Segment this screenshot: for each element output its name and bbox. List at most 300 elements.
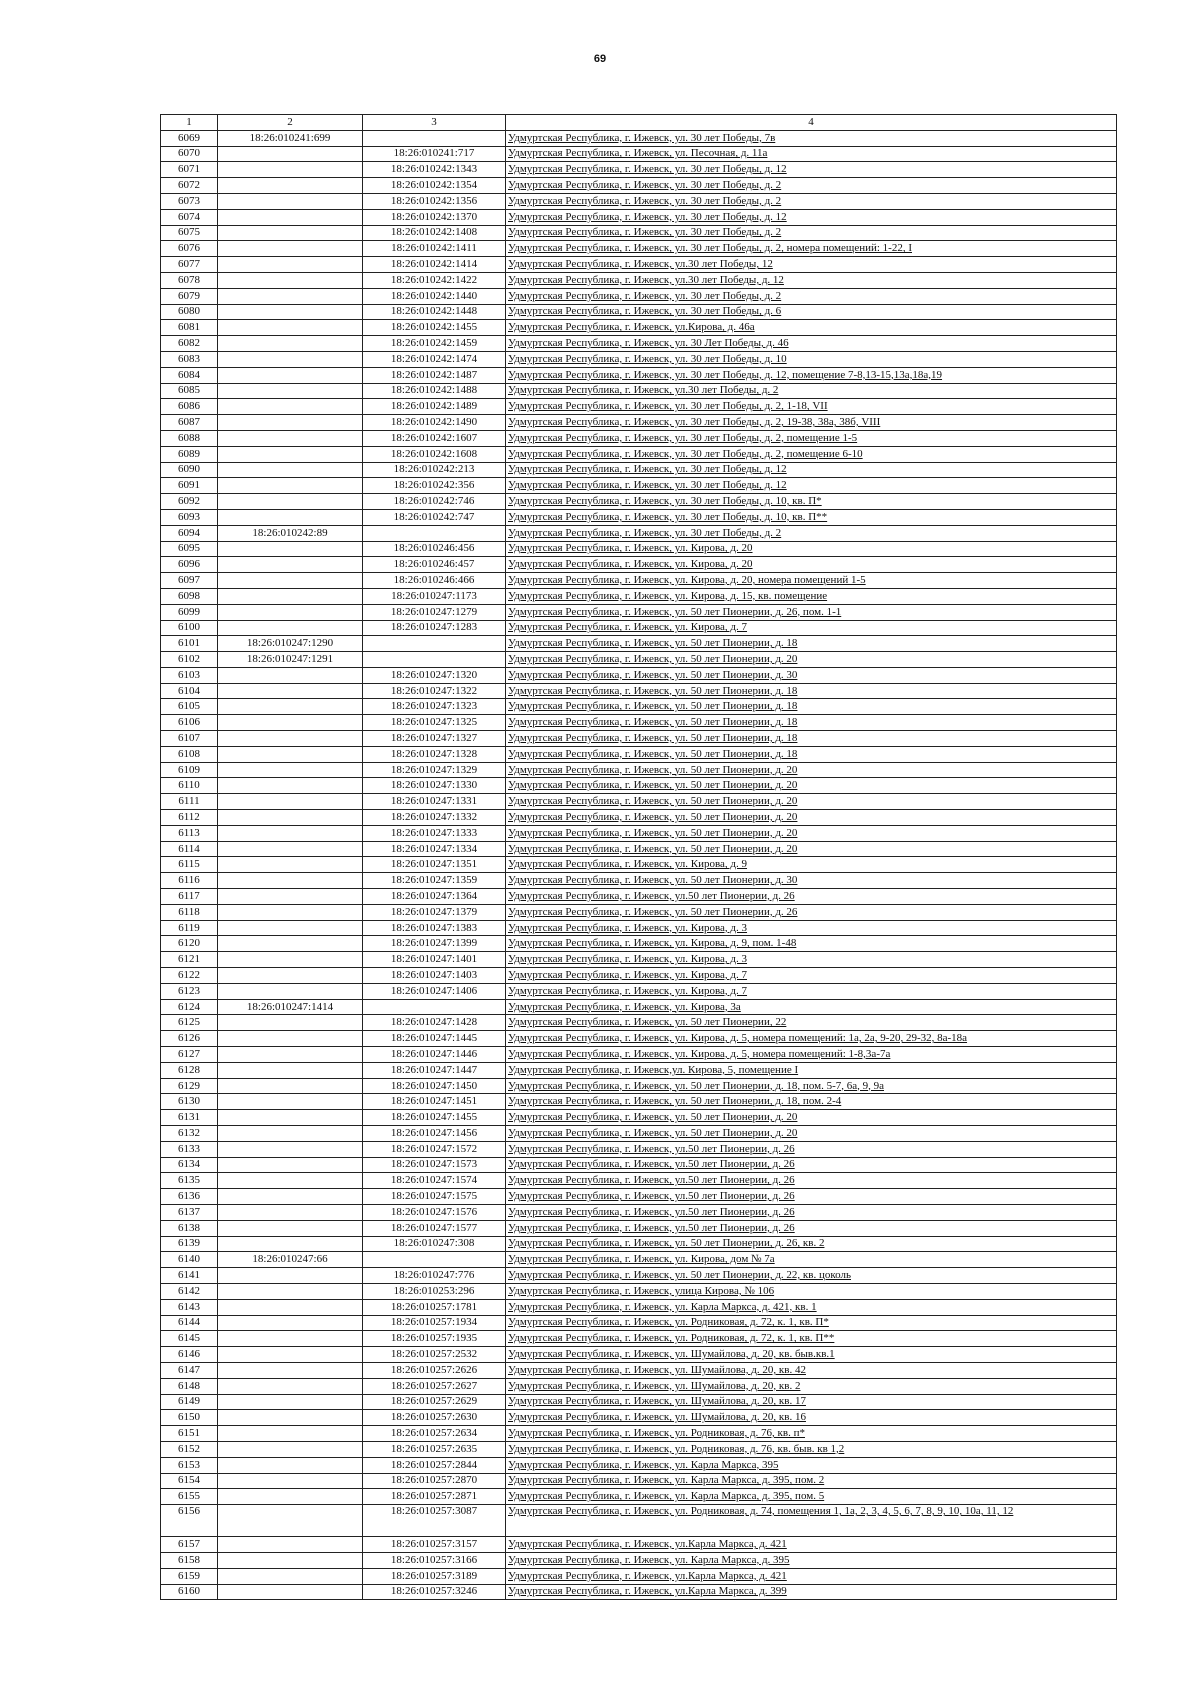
table-row	[161, 478, 1117, 494]
row-number-cell: 6069	[161, 130, 218, 146]
address-cell: Удмуртская Республика, г. Ижевск, ул. Родниковая, д. 76, кв. быв. кв 1,2	[506, 1441, 1117, 1457]
cadastral-number-premises-cell: 18:26:010247:1333	[363, 825, 506, 841]
cadastral-number-building-cell	[218, 1584, 363, 1600]
address-cell: Удмуртская Республика, г. Ижевск, ул.50 лет Пионерии, д. 26	[506, 1157, 1117, 1173]
table-row	[161, 494, 1117, 510]
cadastral-number-premises-cell: 18:26:010247:1399	[363, 936, 506, 952]
row-number-cell: 6102	[161, 652, 218, 668]
address-cell: Удмуртская Республика, г. Ижевск, ул. 50 лет Пионерии, д. 30	[506, 873, 1117, 889]
cadastral-number-premises-cell: 18:26:010246:456	[363, 541, 506, 557]
address-cell: Удмуртская Республика, г. Ижевск, ул. Кирова, д. 9	[506, 857, 1117, 873]
table-row	[161, 1062, 1117, 1078]
cadastral-number-premises-cell: 18:26:010247:1359	[363, 873, 506, 889]
cadastral-number-premises-cell: 18:26:010242:1459	[363, 336, 506, 352]
address-cell: Удмуртская Республика, г. Ижевск, ул. Шумайлова, д. 20, кв. 17	[506, 1394, 1117, 1410]
table-row	[161, 1220, 1117, 1236]
table-row	[161, 1110, 1117, 1126]
address-cell: Удмуртская Республика, г. Ижевск, ул. 50 лет Пионерии, д. 18, пом. 5-7, 6а, 9, 9а	[506, 1078, 1117, 1094]
table-row	[161, 1094, 1117, 1110]
cadastral-number-premises-cell: 18:26:010247:1325	[363, 715, 506, 731]
row-number-cell: 6138	[161, 1220, 218, 1236]
cadastral-number-building-cell	[218, 683, 363, 699]
row-number-cell: 6131	[161, 1110, 218, 1126]
address-cell: Удмуртская Республика, г. Ижевск, ул.Кирова, д. 46а	[506, 320, 1117, 336]
column-header-1: 1	[161, 115, 218, 131]
cadastral-number-building-cell: 18:26:010242:89	[218, 525, 363, 541]
table-row	[161, 1394, 1117, 1410]
cadastral-number-premises-cell: 18:26:010247:1328	[363, 746, 506, 762]
table-row	[161, 509, 1117, 525]
table-row	[161, 225, 1117, 241]
address-cell: Удмуртская Республика, г. Ижевск, ул.50 лет Пионерии, д. 26	[506, 889, 1117, 905]
cadastral-number-premises-cell: 18:26:010242:1343	[363, 162, 506, 178]
cadastral-number-building-cell	[218, 415, 363, 431]
table-row	[161, 1252, 1117, 1268]
table-row	[161, 415, 1117, 431]
address-cell: Удмуртская Республика, г. Ижевск, ул. 50 лет Пионерии, д. 26	[506, 904, 1117, 920]
cadastral-number-building-cell	[218, 920, 363, 936]
row-number-cell: 6128	[161, 1062, 218, 1078]
cadastral-number-building-cell	[218, 288, 363, 304]
address-cell: Удмуртская Республика, г. Ижевск, ул. 30 лет Победы, д. 2, помещение 1-5	[506, 430, 1117, 446]
address-cell: Удмуртская Республика, г. Ижевск, ул.Карла Маркса, д. 399	[506, 1584, 1117, 1600]
table-body	[161, 130, 1117, 1600]
table-row	[161, 1347, 1117, 1363]
table-row	[161, 904, 1117, 920]
address-cell: Удмуртская Республика, г. Ижевск, ул. Родниковая, д. 72, к. 1, кв. П**	[506, 1331, 1117, 1347]
table-row	[161, 1015, 1117, 1031]
row-number-cell: 6116	[161, 873, 218, 889]
row-number-cell: 6109	[161, 762, 218, 778]
cadastral-number-building-cell	[218, 367, 363, 383]
table-row	[161, 920, 1117, 936]
row-number-cell: 6083	[161, 351, 218, 367]
cadastral-number-premises-cell: 18:26:010242:356	[363, 478, 506, 494]
row-number-cell: 6158	[161, 1552, 218, 1568]
row-number-cell: 6153	[161, 1457, 218, 1473]
address-cell: Удмуртская Республика, г. Ижевск, ул. 50 лет Пионерии, д. 18	[506, 715, 1117, 731]
cadastral-number-premises-cell: 18:26:010257:1934	[363, 1315, 506, 1331]
address-cell: Удмуртская Республика, г. Ижевск, ул. Песочная, д. 11а	[506, 146, 1117, 162]
table-row	[161, 699, 1117, 715]
row-number-cell: 6154	[161, 1473, 218, 1489]
row-number-cell: 6104	[161, 683, 218, 699]
row-number-cell: 6089	[161, 446, 218, 462]
row-number-cell: 6079	[161, 288, 218, 304]
address-cell: Удмуртская Республика, г. Ижевск, ул. Кирова, д. 7	[506, 620, 1117, 636]
address-cell: Удмуртская Республика, г. Ижевск, ул. 50 лет Пионерии, д. 22, кв. цоколь	[506, 1268, 1117, 1284]
table-row	[161, 746, 1117, 762]
cadastral-number-premises-cell: 18:26:010242:1354	[363, 178, 506, 194]
table-row	[161, 1584, 1117, 1600]
cadastral-number-premises-cell: 18:26:010257:3157	[363, 1537, 506, 1553]
table-row	[161, 731, 1117, 747]
row-number-cell: 6117	[161, 889, 218, 905]
cadastral-number-building-cell	[218, 336, 363, 352]
address-cell: Удмуртская Республика, г. Ижевск, ул. Кирова, д. 5, номера помещений: 1-8,3а-7а	[506, 1047, 1117, 1063]
table-row	[161, 889, 1117, 905]
table-row	[161, 1204, 1117, 1220]
row-number-cell: 6093	[161, 509, 218, 525]
cadastral-number-building-cell	[218, 462, 363, 478]
cadastral-number-building-cell	[218, 1362, 363, 1378]
table-row	[161, 1489, 1117, 1505]
table-row	[161, 193, 1117, 209]
cadastral-number-building-cell	[218, 699, 363, 715]
table-row	[161, 130, 1117, 146]
cadastral-number-premises-cell: 18:26:010257:3246	[363, 1584, 506, 1600]
table-row	[161, 715, 1117, 731]
row-number-cell: 6081	[161, 320, 218, 336]
row-number-cell: 6080	[161, 304, 218, 320]
cadastral-number-building-cell	[218, 257, 363, 273]
row-number-cell: 6150	[161, 1410, 218, 1426]
table-row	[161, 1141, 1117, 1157]
cadastral-number-building-cell	[218, 604, 363, 620]
cadastral-number-premises-cell: 18:26:010242:1489	[363, 399, 506, 415]
cadastral-number-premises-cell: 18:26:010247:1334	[363, 841, 506, 857]
address-cell: Удмуртская Республика, г. Ижевск, ул. 30 лет Победы, 7в	[506, 130, 1117, 146]
table-row	[161, 1047, 1117, 1063]
table-row	[161, 557, 1117, 573]
table-row	[161, 446, 1117, 462]
address-cell: Удмуртская Республика, г. Ижевск, ул. Кирова, д. 20	[506, 541, 1117, 557]
cadastral-number-building-cell	[218, 1299, 363, 1315]
row-number-cell: 6119	[161, 920, 218, 936]
cadastral-number-building-cell	[218, 667, 363, 683]
table-row	[161, 1283, 1117, 1299]
address-cell: Удмуртская Республика, г. Ижевск, ул. 50 лет Пионерии, д. 18	[506, 699, 1117, 715]
cadastral-number-premises-cell: 18:26:010247:1576	[363, 1204, 506, 1220]
cadastral-number-premises-cell: 18:26:010257:2634	[363, 1426, 506, 1442]
cadastral-number-premises-cell: 18:26:010242:1488	[363, 383, 506, 399]
row-number-cell: 6151	[161, 1426, 218, 1442]
cadastral-number-building-cell	[218, 794, 363, 810]
cadastral-number-building-cell	[218, 1473, 363, 1489]
cadastral-number-premises-cell: 18:26:010257:2844	[363, 1457, 506, 1473]
row-number-cell: 6088	[161, 430, 218, 446]
cadastral-number-premises-cell: 18:26:010247:1332	[363, 810, 506, 826]
table-row	[161, 1236, 1117, 1252]
table-row	[161, 399, 1117, 415]
row-number-cell: 6147	[161, 1362, 218, 1378]
cadastral-number-premises-cell: 18:26:010242:1356	[363, 193, 506, 209]
row-number-cell: 6097	[161, 573, 218, 589]
cadastral-number-building-cell	[218, 1505, 363, 1537]
row-number-cell: 6141	[161, 1268, 218, 1284]
row-number-cell: 6115	[161, 857, 218, 873]
table-row	[161, 857, 1117, 873]
cadastral-number-building-cell: 18:26:010247:66	[218, 1252, 363, 1268]
cadastral-number-building-cell	[218, 383, 363, 399]
row-number-cell: 6077	[161, 257, 218, 273]
cadastral-number-building-cell	[218, 731, 363, 747]
cadastral-number-premises-cell: 18:26:010257:1781	[363, 1299, 506, 1315]
table-row	[161, 825, 1117, 841]
cadastral-number-premises-cell: 18:26:010242:1370	[363, 209, 506, 225]
cadastral-number-building-cell	[218, 1537, 363, 1553]
table-row	[161, 588, 1117, 604]
cadastral-number-premises-cell: 18:26:010242:1414	[363, 257, 506, 273]
row-number-cell: 6144	[161, 1315, 218, 1331]
address-cell: Удмуртская Республика, г. Ижевск, ул. 50 лет Пионерии, д. 18	[506, 636, 1117, 652]
address-cell: Удмуртская Республика, г. Ижевск, ул.30 лет Победы, 12	[506, 257, 1117, 273]
row-number-cell: 6105	[161, 699, 218, 715]
table-row	[161, 1505, 1117, 1537]
cadastral-number-building-cell: 18:26:010247:1290	[218, 636, 363, 652]
table-row	[161, 351, 1117, 367]
cadastral-number-building-cell: 18:26:010247:1414	[218, 999, 363, 1015]
table-row	[161, 1031, 1117, 1047]
table-row	[161, 257, 1117, 273]
address-cell: Удмуртская Республика, г. Ижевск, ул. 30 лет Победы, д. 6	[506, 304, 1117, 320]
cadastral-number-premises-cell: 18:26:010247:1406	[363, 983, 506, 999]
cadastral-number-building-cell	[218, 1204, 363, 1220]
address-cell: Удмуртская Республика, г. Ижевск, ул. 30 лет Победы, д. 10	[506, 351, 1117, 367]
row-number-cell: 6156	[161, 1505, 218, 1537]
cadastral-number-premises-cell: 18:26:010257:2871	[363, 1489, 506, 1505]
cadastral-number-premises-cell: 18:26:010257:2870	[363, 1473, 506, 1489]
cadastral-number-building-cell	[218, 1236, 363, 1252]
table-row	[161, 462, 1117, 478]
cadastral-number-premises-cell: 18:26:010247:1577	[363, 1220, 506, 1236]
cadastral-number-building-cell	[218, 588, 363, 604]
row-number-cell: 6157	[161, 1537, 218, 1553]
cadastral-number-building-cell	[218, 889, 363, 905]
row-number-cell: 6130	[161, 1094, 218, 1110]
address-cell: Удмуртская Республика, г. Ижевск, ул.50 лет Пионерии, д. 26	[506, 1173, 1117, 1189]
address-cell: Удмуртская Республика, г. Ижевск, ул. Кирова, д. 5, номера помещений: 1а, 2а, 9-20, 29-32, 8а-18а	[506, 1031, 1117, 1047]
address-cell: Удмуртская Республика, г. Ижевск, ул. Карла Маркса, д. 421, кв. 1	[506, 1299, 1117, 1315]
address-cell: Удмуртская Республика, г. Ижевск, ул. 30 лет Победы, д. 2, 1-18, VII	[506, 399, 1117, 415]
table-row	[161, 983, 1117, 999]
address-cell: Удмуртская Республика, г. Ижевск, ул.50 лет Пионерии, д. 26	[506, 1220, 1117, 1236]
cadastral-number-premises-cell	[363, 1252, 506, 1268]
cadastral-number-building-cell	[218, 1015, 363, 1031]
cadastral-number-premises-cell: 18:26:010242:1608	[363, 446, 506, 462]
cadastral-number-building-cell	[218, 1078, 363, 1094]
cadastral-number-premises-cell: 18:26:010247:1330	[363, 778, 506, 794]
row-number-cell: 6132	[161, 1126, 218, 1142]
cadastral-number-building-cell	[218, 1062, 363, 1078]
cadastral-number-building-cell	[218, 193, 363, 209]
address-cell: Удмуртская Республика, г. Ижевск, ул. 30 лет Победы, д. 2, помещение 6-10	[506, 446, 1117, 462]
address-cell: Удмуртская Республика, г. Ижевск, ул. 50 лет Пионерии, д. 18	[506, 731, 1117, 747]
cadastral-number-building-cell	[218, 1283, 363, 1299]
address-cell: Удмуртская Республика, г. Ижевск, ул. Родниковая, д. 72, к. 1, кв. П*	[506, 1315, 1117, 1331]
address-cell: Удмуртская Республика, г. Ижевск, ул. 50 лет Пионерии, д. 20	[506, 1126, 1117, 1142]
address-cell: Удмуртская Республика, г. Ижевск, ул. Шумайлова, д. 20, кв. 16	[506, 1410, 1117, 1426]
cadastral-number-premises-cell: 18:26:010257:2630	[363, 1410, 506, 1426]
cadastral-number-premises-cell	[363, 636, 506, 652]
cadastral-number-building-cell	[218, 509, 363, 525]
address-cell: Удмуртская Республика, г. Ижевск, ул. Кирова, дом № 7а	[506, 1252, 1117, 1268]
page-number: 69	[593, 53, 607, 65]
cadastral-number-building-cell: 18:26:010247:1291	[218, 652, 363, 668]
cadastral-number-premises-cell: 18:26:010247:1450	[363, 1078, 506, 1094]
row-number-cell: 6085	[161, 383, 218, 399]
table-row	[161, 810, 1117, 826]
cadastral-number-premises-cell	[363, 999, 506, 1015]
row-number-cell: 6091	[161, 478, 218, 494]
cadastral-number-premises-cell: 18:26:010242:1422	[363, 272, 506, 288]
address-cell: Удмуртская Республика, г. Ижевск, ул. 30 лет Победы, д. 12	[506, 462, 1117, 478]
table-row	[161, 1362, 1117, 1378]
cadastral-number-building-cell	[218, 1268, 363, 1284]
cadastral-number-premises-cell: 18:26:010247:1446	[363, 1047, 506, 1063]
cadastral-number-premises-cell: 18:26:010242:1411	[363, 241, 506, 257]
address-cell: Удмуртская Республика, г. Ижевск,ул. Кирова, 5, помещение I	[506, 1062, 1117, 1078]
row-number-cell: 6139	[161, 1236, 218, 1252]
table-row	[161, 1078, 1117, 1094]
table-row	[161, 320, 1117, 336]
cadastral-number-building-cell	[218, 1552, 363, 1568]
cadastral-number-premises-cell: 18:26:010242:1474	[363, 351, 506, 367]
row-number-cell: 6159	[161, 1568, 218, 1584]
row-number-cell: 6134	[161, 1157, 218, 1173]
cadastral-number-premises-cell: 18:26:010257:3166	[363, 1552, 506, 1568]
cadastral-number-premises-cell: 18:26:010257:3189	[363, 1568, 506, 1584]
row-number-cell: 6094	[161, 525, 218, 541]
table-row	[161, 430, 1117, 446]
address-cell: Удмуртская Республика, г. Ижевск, ул. Шумайлова, д. 20, кв. 2	[506, 1378, 1117, 1394]
address-cell: Удмуртская Республика, г. Ижевск, ул. Родниковая, д. 76, кв. п*	[506, 1426, 1117, 1442]
cadastral-number-building-cell	[218, 478, 363, 494]
row-number-cell: 6146	[161, 1347, 218, 1363]
row-number-cell: 6123	[161, 983, 218, 999]
cadastral-number-premises-cell: 18:26:010257:1935	[363, 1331, 506, 1347]
table-row	[161, 936, 1117, 952]
table-row	[161, 762, 1117, 778]
column-header-2: 2	[218, 115, 363, 131]
row-number-cell: 6126	[161, 1031, 218, 1047]
row-number-cell: 6155	[161, 1489, 218, 1505]
address-cell: Удмуртская Республика, г. Ижевск, ул. 30 лет Победы, д. 2	[506, 225, 1117, 241]
cadastral-number-building-cell	[218, 1394, 363, 1410]
cadastral-number-building-cell	[218, 841, 363, 857]
cadastral-number-premises-cell: 18:26:010247:1323	[363, 699, 506, 715]
address-cell: Удмуртская Республика, г. Ижевск, ул. 30 лет Победы, д. 2	[506, 178, 1117, 194]
cadastral-number-building-cell	[218, 1457, 363, 1473]
table-row	[161, 794, 1117, 810]
row-number-cell: 6136	[161, 1189, 218, 1205]
row-number-cell: 6124	[161, 999, 218, 1015]
row-number-cell: 6143	[161, 1299, 218, 1315]
cadastral-number-premises-cell: 18:26:010247:1279	[363, 604, 506, 620]
cadastral-number-building-cell	[218, 746, 363, 762]
row-number-cell: 6152	[161, 1441, 218, 1457]
cadastral-number-building-cell	[218, 968, 363, 984]
cadastral-number-premises-cell: 18:26:010242:746	[363, 494, 506, 510]
cadastral-number-premises-cell: 18:26:010257:2627	[363, 1378, 506, 1394]
cadastral-number-premises-cell: 18:26:010257:2532	[363, 1347, 506, 1363]
row-number-cell: 6114	[161, 841, 218, 857]
cadastral-number-building-cell	[218, 715, 363, 731]
cadastral-number-building-cell	[218, 351, 363, 367]
address-cell: Удмуртская Республика, г. Ижевск, ул. 30 лет Победы, д. 2, 19-38, 38а, 38б, VIII	[506, 415, 1117, 431]
address-cell: Удмуртская Республика, г. Ижевск, ул. 30 лет Победы, д. 2, номера помещений: 1-22, I	[506, 241, 1117, 257]
cadastral-number-building-cell	[218, 1426, 363, 1442]
table-row	[161, 1315, 1117, 1331]
table-row	[161, 1331, 1117, 1347]
table-header	[161, 115, 1117, 131]
cadastral-number-building-cell	[218, 320, 363, 336]
row-number-cell: 6092	[161, 494, 218, 510]
table-row	[161, 1568, 1117, 1584]
row-number-cell: 6135	[161, 1173, 218, 1189]
address-cell: Удмуртская Республика, г. Ижевск, ул. 30 лет Победы, д. 12	[506, 209, 1117, 225]
row-number-cell: 6099	[161, 604, 218, 620]
address-cell: Удмуртская Республика, г. Ижевск, ул. Карла Маркса, 395	[506, 1457, 1117, 1473]
address-cell: Удмуртская Республика, г. Ижевск, ул.50 лет Пионерии, д. 26	[506, 1189, 1117, 1205]
address-cell: Удмуртская Республика, г. Ижевск, ул.50 лет Пионерии, д. 26	[506, 1141, 1117, 1157]
register-table	[160, 114, 1117, 1600]
address-cell: Удмуртская Республика, г. Ижевск, ул. 30 лет Победы, д. 10, кв. П*	[506, 494, 1117, 510]
row-number-cell: 6073	[161, 193, 218, 209]
address-cell: Удмуртская Республика, г. Ижевск, ул.50 лет Пионерии, д. 26	[506, 1204, 1117, 1220]
cadastral-number-building-cell	[218, 1568, 363, 1584]
row-number-cell: 6098	[161, 588, 218, 604]
row-number-cell: 6110	[161, 778, 218, 794]
cadastral-number-building-cell	[218, 1189, 363, 1205]
cadastral-number-building-cell	[218, 162, 363, 178]
row-number-cell: 6145	[161, 1331, 218, 1347]
header-row	[161, 115, 1117, 131]
address-cell: Удмуртская Республика, г. Ижевск, ул. 50 лет Пионерии, 22	[506, 1015, 1117, 1031]
address-cell: Удмуртская Республика, г. Ижевск, ул. 50 лет Пионерии, д. 18	[506, 683, 1117, 699]
table-row	[161, 1426, 1117, 1442]
cadastral-number-premises-cell: 18:26:010247:1364	[363, 889, 506, 905]
address-cell: Удмуртская Республика, г. Ижевск, ул. 50 лет Пионерии, д. 30	[506, 667, 1117, 683]
cadastral-number-building-cell	[218, 825, 363, 841]
table-row	[161, 1126, 1117, 1142]
cadastral-number-premises-cell: 18:26:010247:1331	[363, 794, 506, 810]
table-row	[161, 336, 1117, 352]
table-row	[161, 968, 1117, 984]
row-number-cell: 6113	[161, 825, 218, 841]
cadastral-number-building-cell	[218, 936, 363, 952]
table-row	[161, 778, 1117, 794]
row-number-cell: 6118	[161, 904, 218, 920]
cadastral-number-premises-cell: 18:26:010247:1173	[363, 588, 506, 604]
address-cell: Удмуртская Республика, г. Ижевск, ул. 50 лет Пионерии, д. 18, пом. 2-4	[506, 1094, 1117, 1110]
row-number-cell: 6107	[161, 731, 218, 747]
table-row	[161, 952, 1117, 968]
address-cell: Удмуртская Республика, г. Ижевск, ул. 30 лет Победы, д. 10, кв. П**	[506, 509, 1117, 525]
cadastral-number-building-cell	[218, 446, 363, 462]
address-cell: Удмуртская Республика, г. Ижевск, ул. 30 Лет Победы, д. 46	[506, 336, 1117, 352]
address-cell: Удмуртская Республика, г. Ижевск, улица Кирова, № 106	[506, 1283, 1117, 1299]
address-cell: Удмуртская Республика, г. Ижевск, ул. 50 лет Пионерии, д. 20	[506, 825, 1117, 841]
address-cell: Удмуртская Республика, г. Ижевск, ул. Шумайлова, д. 20, кв. 42	[506, 1362, 1117, 1378]
cadastral-number-building-cell	[218, 952, 363, 968]
table-row	[161, 272, 1117, 288]
address-cell: Удмуртская Республика, г. Ижевск, ул. Кирова, д. 9, пом. 1-48	[506, 936, 1117, 952]
table-row	[161, 1441, 1117, 1457]
cadastral-number-building-cell	[218, 1094, 363, 1110]
cadastral-number-premises-cell: 18:26:010247:1401	[363, 952, 506, 968]
cadastral-number-building-cell	[218, 178, 363, 194]
cadastral-number-building-cell	[218, 873, 363, 889]
row-number-cell: 6111	[161, 794, 218, 810]
address-cell: Удмуртская Республика, г. Ижевск, ул. Кирова, д. 15, кв. помещение	[506, 588, 1117, 604]
row-number-cell: 6072	[161, 178, 218, 194]
row-number-cell: 6112	[161, 810, 218, 826]
address-cell: Удмуртская Республика, г. Ижевск, ул. 50 лет Пионерии, д. 20	[506, 652, 1117, 668]
table-row	[161, 1457, 1117, 1473]
cadastral-number-building-cell	[218, 762, 363, 778]
cadastral-number-premises-cell: 18:26:010247:1320	[363, 667, 506, 683]
